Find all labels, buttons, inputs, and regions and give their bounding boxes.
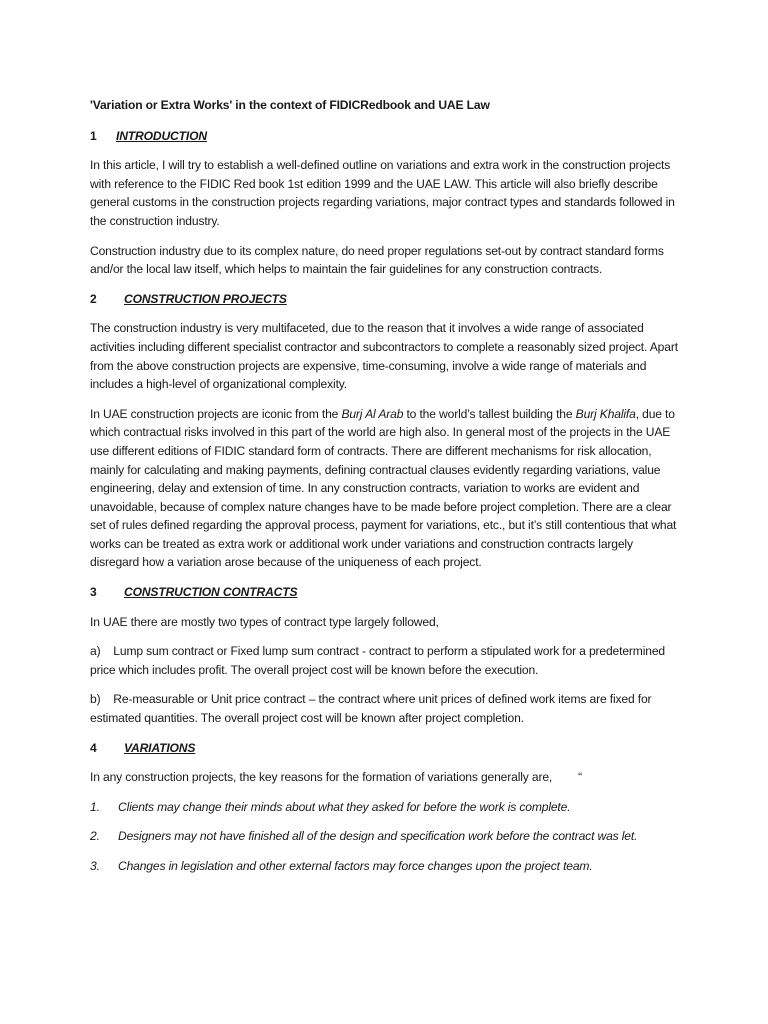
item-text: Clients may change their minds about what they asked for before the work is complete. [118,799,571,814]
paragraph: In UAE there are mostly two types of contract type largely followed, [90,614,439,629]
section-title: VARIATIONS [124,740,196,755]
paragraph: The construction industry is very multifaceted, due to the reason that it involves a wide range of associated activities including different specialist contractor and subcontractors to complete a reasonably sized project. Apart from the above construction projects are expensive, time-consuming, involve a wide range of materials and includes a high-level of organizational complexity. [90,321,678,392]
item-number: 1. [90,799,100,814]
section-heading-construction-contracts [90,583,680,602]
section-heading-variations [90,739,680,758]
list-item: a) Lump sum contract or Fixed lump sum contract - contract to perform a stipulated work for a predetermined price which includes profit. The overall project cost will be known before the execution. [90,644,669,677]
text-run: , due to which contractual risks involved in this part of the world are high also. In general most of the projects in the UAE use different editions of FIDIC standard form of contracts. There are different mechanisms for risk allocation, mainly for calculating and making payments, defining contractual clauses evidently regarding variations, value engineering, delay and extension of time. In any construction contracts, variation to works are evident and unavoidable, because of complex nature changes have to be made before project completion. There are a clear set of rules defined regarding the approval process, payment for variations, etc., but it’s still contentious that what works can be treated as extra work or additional work under variations and construction contracts largely disregard how a variation arose because of the uniqueness of each project. [90,406,677,570]
paragraph [90,768,680,787]
list-item: b) Re-measurable or Unit price contract – the contract where unit prices of defined work items are fixed for estimated quantities. The overall project cost will be known after project completion. [90,692,655,726]
list-item [90,798,680,817]
italic-term: Burj Al Arab [341,406,404,421]
item-number: 3. [90,859,100,873]
item-text: Changes in legislation and other external factors may force changes upon the project team. [118,859,593,873]
section-number: 1 [90,128,97,143]
section-heading-introduction [90,127,680,146]
section-heading-construction-projects [90,290,680,309]
paragraph: In this article, I will try to establish a well-defined outline on variations and extra work in the construction projects with reference to the FIDIC Red book 1st edition 1999 and the UAE LAW. This article will also briefly describe general customs in the construction projects regarding variations, major contract types and standards followed in the construction industry. [90,158,675,228]
section-title: CONSTRUCTION CONTRACTS [124,585,298,600]
text-run: In UAE construction projects are iconic from the [90,406,342,421]
section-number: 4 [90,740,97,755]
quote-mark: “ [578,770,583,785]
document-body [90,96,680,887]
item-number: 2. [90,829,100,844]
item-text: Designers may not have finished all of the design and specification work before the contract was let. [118,829,638,844]
italic-term: Burj Khalifa [575,406,636,421]
paragraph: Construction industry due to its complex nature, do need proper regulations set-out by contract standard forms and/or the local law itself, which helps to maintain the fair guidelines for any construction contracts. [90,243,664,277]
paragraph-uae-projects [90,405,680,572]
list-item [90,857,680,876]
section-number: 2 [90,291,97,306]
section-title: INTRODUCTION [116,128,207,143]
section-title: CONSTRUCTION PROJECTS [124,291,287,306]
text-run: In any construction projects, the key reasons for the formation of variations generally are, [90,770,553,785]
list-item [90,827,680,846]
section-number: 3 [90,585,97,600]
document-title: 'Variation or Extra Works' in the context of FIDICRedbook and UAE Law [90,98,490,112]
text-run: to the world’s tallest building the [403,406,576,421]
